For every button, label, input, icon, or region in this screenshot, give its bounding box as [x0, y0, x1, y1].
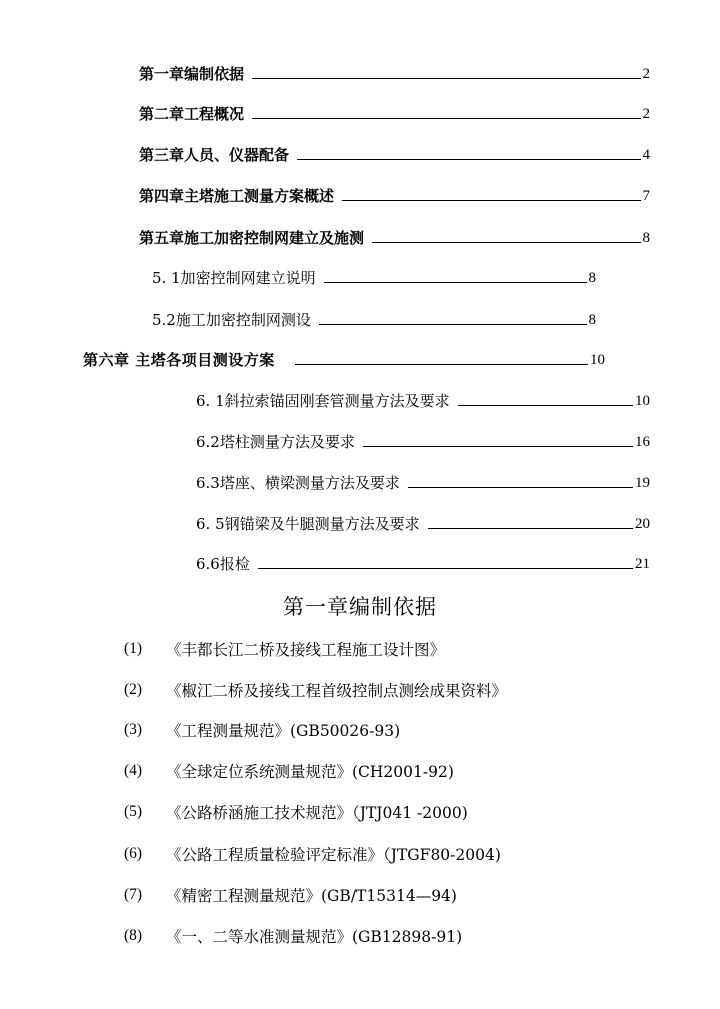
reference-text: 《精密工程测量规范》(GB/T15314—94) [166, 887, 457, 905]
toc-entry[interactable] [152, 264, 596, 288]
toc-entry[interactable] [196, 428, 650, 452]
toc-entry[interactable] [139, 141, 650, 165]
toc-entry-title: 6. 1斜拉索锚固刚套管测量方法及要求 [196, 392, 450, 410]
toc-entry-title: 第三章人员、仪器配备 [139, 146, 290, 164]
toc-entry-page: 21 [635, 556, 650, 572]
reference-item [124, 841, 501, 867]
reference-number: (3) [124, 721, 143, 738]
toc-entry-title: 第五章施工加密控制网建立及施测 [139, 229, 365, 247]
toc-entry-page: 8 [642, 230, 650, 246]
toc-entry-title: 第一章编制依据 [139, 65, 245, 83]
toc-entry[interactable] [152, 306, 596, 330]
toc-entry-title: 6. 5钢锚梁及牛腿测量方法及要求 [196, 515, 420, 533]
toc-entry-page: 10 [635, 393, 650, 409]
toc-entry-title: 第四章主塔施工测量方案概述 [139, 187, 335, 205]
toc-entry-title: 6.2塔柱测量方法及要求 [196, 433, 355, 451]
reference-text: 《公路桥涵施工技术规范》（JTJ041 -2000) [166, 804, 468, 822]
toc-leader-line [319, 324, 587, 325]
toc-entry-page: 8 [588, 312, 596, 328]
toc-leader-line [295, 364, 588, 365]
reference-text: 《工程测量规范》(GB50026-93) [166, 722, 401, 740]
toc-leader-line [363, 446, 633, 447]
toc-leader-line [297, 159, 640, 160]
reference-number: (6) [124, 845, 143, 862]
reference-item [124, 758, 454, 784]
toc-entry[interactable] [196, 550, 650, 574]
chapter-heading: 第一章编制依据 [283, 595, 437, 619]
toc-entry-title: 第二章工程概况 [139, 105, 245, 123]
reference-number: (5) [124, 803, 143, 820]
toc-entry-page: 19 [635, 475, 650, 491]
toc-entry-page: 7 [642, 188, 650, 204]
toc-leader-line [258, 568, 633, 569]
reference-number: (4) [124, 762, 143, 779]
toc-entry-page: 4 [642, 147, 650, 163]
toc-entry-page: 10 [590, 352, 605, 368]
toc-entry-page: 8 [588, 270, 596, 286]
reference-number: (8) [124, 927, 143, 944]
toc-entry-title: 6.3塔座、横梁测量方法及要求 [196, 474, 400, 492]
reference-item [124, 717, 400, 743]
toc-leader-line [252, 78, 640, 79]
toc-leader-line [408, 487, 633, 488]
toc-entry[interactable] [196, 469, 650, 493]
reference-text: 《椒江二桥及接线工程首级控制点测绘成果资料》 [166, 682, 508, 700]
reference-item [124, 923, 462, 949]
reference-item [124, 799, 468, 825]
toc-entry[interactable] [139, 182, 650, 206]
toc-entry[interactable] [139, 100, 650, 124]
reference-item [124, 636, 445, 662]
toc-entry[interactable] [196, 510, 650, 534]
toc-entry[interactable] [139, 224, 650, 248]
toc-entry[interactable] [83, 346, 605, 370]
reference-number: (1) [124, 640, 143, 657]
toc-leader-line [324, 282, 587, 283]
toc-entry-title: 6.6报检 [196, 555, 250, 573]
toc-leader-line [252, 118, 640, 119]
toc-entry[interactable] [196, 387, 650, 411]
toc-entry-title: 第六章 主塔各项目测设方案 [83, 351, 275, 369]
reference-item [124, 677, 507, 703]
toc-entry-page: 2 [642, 106, 650, 122]
toc-entry-title: 5. 1加密控制网建立说明 [152, 269, 316, 287]
reference-number: (2) [124, 681, 143, 698]
reference-text: 《一、二等水准测量规范》(GB12898-91) [166, 928, 463, 946]
toc-leader-line [342, 200, 640, 201]
reference-item [124, 882, 457, 908]
toc-leader-line [458, 405, 633, 406]
toc-leader-line [372, 242, 640, 243]
reference-number: (7) [124, 886, 143, 903]
reference-text: 《全球定位系统测量规范》(CH2001-92) [166, 763, 454, 781]
reference-text: 《丰都长江二桥及接线工程施工设计图》 [166, 641, 446, 659]
toc-entry-title: 5.2施工加密控制网测设 [152, 311, 311, 329]
toc-entry[interactable] [139, 60, 650, 84]
toc-entry-page: 16 [635, 434, 650, 450]
toc-entry-page: 20 [635, 516, 650, 532]
reference-text: 《公路工程质量检验评定标准》（JTGF80-2004) [166, 846, 501, 864]
toc-leader-line [428, 528, 633, 529]
toc-entry-page: 2 [642, 66, 650, 82]
